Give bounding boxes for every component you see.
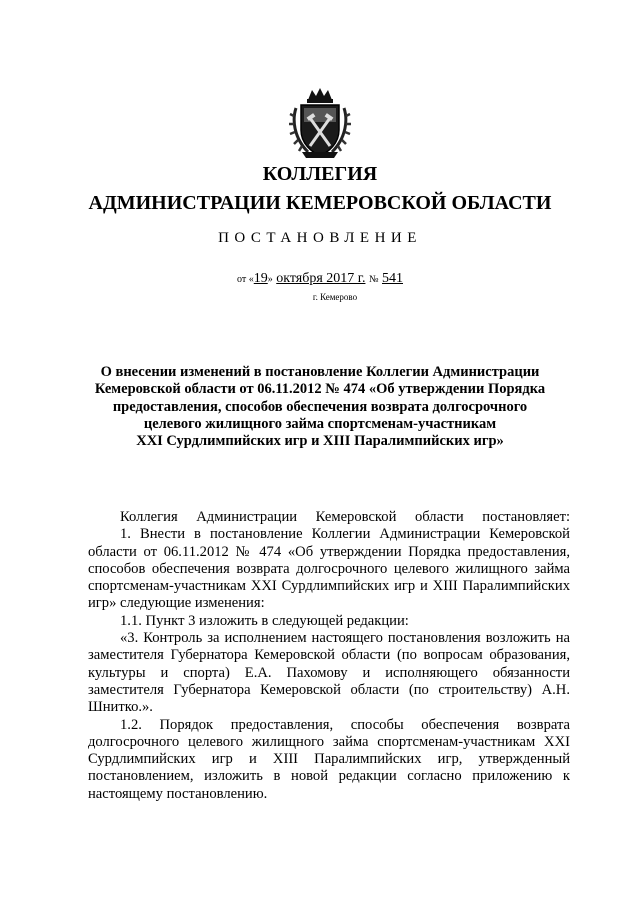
date-prefix: от « (236, 274, 254, 285)
subject-line: О внесении изменений в постановление Коллегии Администрации (100, 364, 540, 380)
org-title-line2: АДМИНИСТРАЦИИ КЕМЕРОВСКОЙ ОБЛАСТИ (88, 192, 552, 214)
date-number-line (0, 271, 640, 287)
date-day: 19 (253, 271, 268, 286)
subject-line: Кемеровской области от 06.11.2012 № 474 «Об утверждении Порядка (94, 381, 546, 398)
body-paragraph-1-1: 1.1. Пункт 3 изложить в следующей редакции: (120, 612, 409, 629)
document-body (88, 509, 570, 803)
document-type: ПОСТАНОВЛЕНИЕ (218, 230, 422, 246)
body-paragraph-quote: «3. Контроль за исполнением настоящего постановления возложить на заместителя Губернатора Кемеровской области (по вопросам образования, культуры и спорта) Е.А. Пахомову и исполняющего обязанности заместителя Губернатора Кемеровской области (по строительству) А.Н. Шнитко.». (88, 630, 570, 716)
body-paragraph-preamble: Коллегия Администрации Кемеровской области постановляет: (120, 509, 570, 525)
org-title-line1: КОЛЛЕГИЯ (262, 163, 378, 185)
document-number: 541 (382, 271, 403, 286)
body-paragraph-1: 1. Внести в постановление Коллегии Администрации Кемеровской области от 06.11.2012 № 474 «Об утверждении Порядка предоставления, способов обеспечения возврата долгосрочного целевого жилищного займа спортсменам-участникам XXI Сурдлимпийских игр и XIII Паралимпийских игр» следующие изменения: (88, 526, 570, 612)
subject-line: предоставления, способов обеспечения возврата долгосрочного (112, 398, 528, 415)
subject-line: целевого жилищного займа спортсменам-участникам (143, 415, 497, 432)
coat-of-arms-icon (288, 86, 352, 162)
body-paragraph-1-2: 1.2. Порядок предоставления, способы обеспечения возврата долгосрочного целевого жилищного займа спортсменам-участникам XXI Сурдлимпийских игр и XIII Паралимпийских игр, утвержденный постановлением, изложить в новой редакции согласно приложению к настоящему постановлению. (88, 716, 570, 802)
city: г. Кемерово (312, 292, 358, 302)
date-month-year: октября 2017 г. (276, 271, 366, 286)
document-subject (70, 364, 570, 450)
subject-line: XXI Сурдлимпийских игр и XIII Паралимпийских игр» (136, 433, 504, 450)
date-quote-close: » (267, 274, 273, 285)
number-sign: № (368, 274, 379, 285)
